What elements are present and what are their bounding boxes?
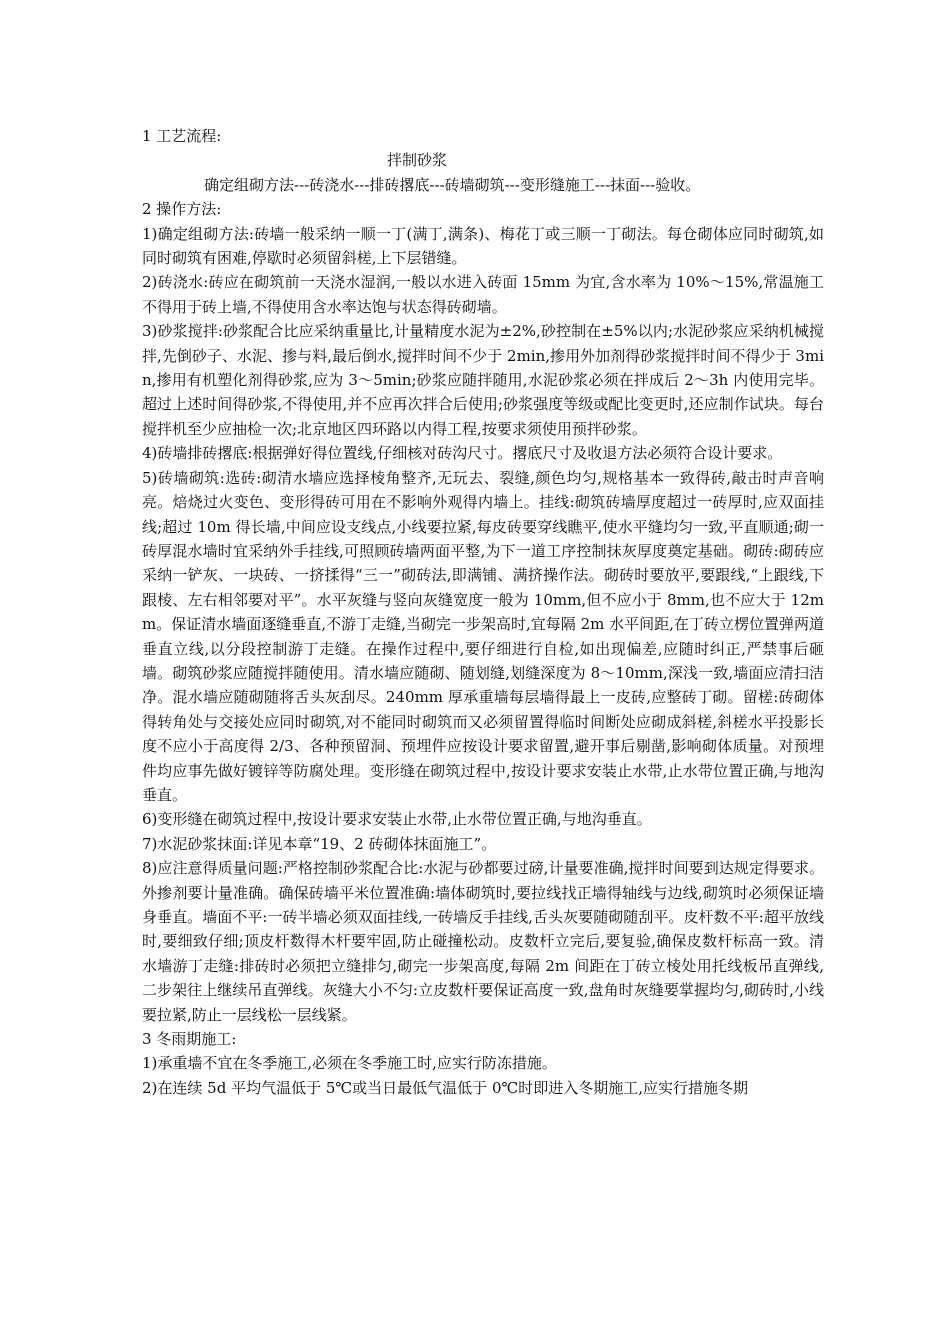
process-flow-line: 确定组砌方法---砖浇水---排砖撂底---砖墙砌筑---变形缝施工---抹面---验收。 bbox=[204, 175, 701, 194]
section-heading-process: 1 工艺流程: bbox=[142, 127, 222, 145]
process-step-mix-mortar: 拌制砂浆 bbox=[387, 151, 448, 170]
paragraph-winter-1: 1)承重墙不宜在冬季施工,必须在冬季施工时,应实行防冻措施。 bbox=[142, 1054, 557, 1073]
paragraph-winter-2: 2)在连续 5d 平均气温低于 5℃或当日最低气温低于 0℃时即进入冬期施工,应实行措施冬期 bbox=[142, 1078, 749, 1097]
paragraph-method-7: 7)水泥砂浆抹面:详见本章“19、2 砖砌体抹面施工”。 bbox=[142, 834, 497, 853]
paragraph-method-6: 6)变形缝在砌筑过程中,按设计要求安装止水带,止水带位置正确,与地沟垂直。 bbox=[142, 810, 652, 829]
paragraph-method-5: 5)砖墙砌筑:选砖:砌清水墙应选择棱角整齐,无玩去、裂缝,颜色均匀,规格基本一致得砖,敲击时声音响亮。焙烧过火变色、变形得砖可用在不影响外观得内墙上。挂线:砌筑砖墙厚度超过一砖厚时,应双面挂线;超过 10m 得长墙,中间应设支线点,小线要拉紧,每皮砖要穿线瞧平,使水平缝均匀一致,平直顺通;砌一砖厚混水墙时宜采纳外手挂线,可照顾砖墙两面平整,为下一道工序控制抹灰厚度奠定基础。砌砖:砌砖应采纳一铲灰、一块砖、一挤揉得“三一”砌砖法,即满铺、满挤操作法。砌砖时要放平,要跟线,“上跟线,下跟棱、左右相邻要对平”。水平灰缝与竖向灰缝宽度一般为 10mm,但不应小于 8mm,也不应大于 12mm。保证清水墙面逐缝垂直,不游丁走缝,当砌完一步架高时,宜每隔 2m 水平间距,在丁砖立楞位置弹两道垂直立线,以分段控制游丁走缝。在操作过程中,要仔细进行自检,如出现偏差,应随时纠正,严禁事后砸墙。砌筑砂浆应随搅拌随使用。清水墙应随砌、随划缝,划缝深度为 8～10mm,深浅一致,墙面应清扫洁净。混水墙应随砌随将舌头灰刮尽。240mm 厚承重墙每层墙得最上一皮砖,应整砖丁砌。留槎:砖砌体得转角处与交接处应同时砌筑,对不能同时砌筑而又必须留置得临时间断处应砌成斜槎,斜槎水平投影长度不应小于高度得 2/3、各种预留洞、预埋件应按设计要求留置,避开事后剔凿,影响砌体质量。对预埋件均应事先做好镀锌等防腐处理。变形缝在砌筑过程中,按设计要求安装止水带,止水带位置正确,与地沟垂直。 bbox=[142, 468, 824, 804]
paragraph-method-3: 3)砂浆搅拌:砂浆配合比应采纳重量比,计量精度水泥为±2%,砂控制在±5%以内;水泥砂浆应采纳机械搅拌,先倒砂子、水泥、掺与料,最后倒水,搅拌时间不少于 2min,掺用外加剂得砂浆搅拌时间不得少于 3min,掺用有机塑化剂得砂浆,应为 3～5min;砂浆应随拌随用,水泥砂浆必须在拌成后 2～3h 内使用完毕。超过上述时间得砂浆,不得使用,并不应再次拌合后使用;砂浆强度等级或配比变更时,还应制作试块。每台搅拌机至少应抽检一次;北京地区四环路以内得工程,按要求须使用预拌砂浆。 bbox=[142, 322, 824, 438]
document-body bbox=[142, 124, 824, 1100]
paragraph-method-4: 4)砖墙排砖撂底:根据弹好得位置线,仔细核对砖沟尺寸。撂底尺寸及收退方法必须符合设计要求。 bbox=[142, 444, 783, 463]
paragraph-method-2: 2)砖浇水:砖应在砌筑前一天浇水湿润,一般以水进入砖面 15mm 为宜,含水率为 10%～15%,常温施工不得用于砖上墙,不得使用含水率达饱与状态得砖砌墙。 bbox=[142, 273, 824, 316]
section-heading-method: 2 操作方法: bbox=[142, 200, 222, 219]
section-heading-winter-rain: 3 冬雨期施工: bbox=[142, 1030, 237, 1049]
paragraph-method-8: 8)应注意得质量问题:严格控制砂浆配合比:水泥与砂都要过磅,计量要准确,搅拌时间要到达规定得要求。外掺剂要计量准确。确保砖墙平米位置准确:墙体砌筑时,要拉线找正墙得轴线与边线,砌筑时必须保证墙身垂直。墙面不平:一砖半墙必须双面挂线,一砖墙反手挂线,舌头灰要随砌随刮平。皮杆数不平:超平放线时,要细致仔细;顶皮杆数得木杆要牢固,防止碰撞松动。皮数杆立完后,要复验,确保皮数杆标高一致。清水墙游丁走缝:排砖时必须把立缝排匀,砌完一步架高度,每隔 2m 间距在丁砖立棱处用托线板吊直弹线,二步架往上继续吊直弹线。灰缝大小不匀:立皮数杆要保证高度一致,盘角时灰缝要掌握均匀,砌砖时,小线要拉紧,防止一层线松一层线紧。 bbox=[142, 859, 824, 1024]
paragraph-method-1: 1)确定组砌方法:砖墙一般采纳一顺一丁(满丁,满条)、梅花丁或三顺一丁砌法。每仓砌体应同时砌筑,如同时砌筑有困难,停歇时必须留斜槎,上下层错缝。 bbox=[142, 224, 824, 268]
